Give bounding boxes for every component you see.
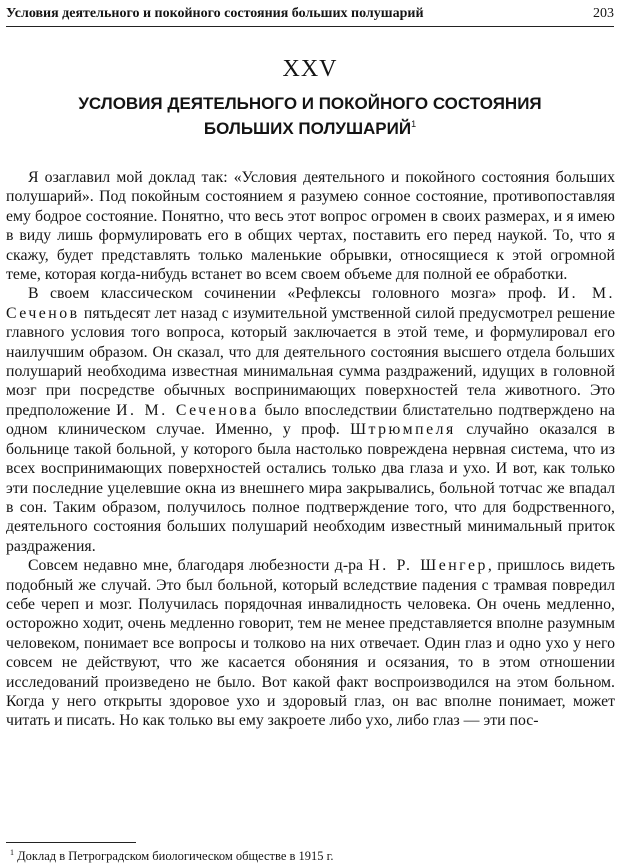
header-rule — [6, 26, 614, 27]
p3-segment-b: , пришлось видеть подобный же случай. Это был больной, который вследствие падения с трамвая повредил себе череп и мозг. Получилась порядочная инвалидность человека. Он очень медленно, осторожно ходит, очень медленно говорит, тем не менее представляется вполне разумным человеком, понимает все вопросы и толково на них отвечает. Один глаз и одно ухо у него совсем не действуют, что же касается обоняния и осязания, то в этом отношении исследований произведено не было. Вот какой факт воспроизводился на этом больном. Когда у него открыты здоровое ухо и здоровый глаз, он вас вполне понимает, может читать и писать. Но как только вы ему закроете либо ухо, либо глаз — эти пос- — [6, 557, 615, 730]
p3-segment-a: Совсем недавно мне, благодаря любезности д-ра — [28, 557, 369, 575]
p2-segment-d: случайно оказался в больнице такой больной, у которого была настолько повреждена нервная система, что из всех воспринимающих поверхностей остались только два глаза и ухо. И вот, как только эти последние уцелевшие окна из внешнего мира закрывались, больной тотчас же впадал в сон. Таким образом, получилось полное подтверждение того, что для бодрственного, деятельного состояния больших полушарий необходим известный минимальный приток раздражения. — [6, 421, 615, 555]
chapter-number: XXV — [282, 56, 338, 82]
chapter-title — [40, 93, 580, 139]
footnote-text: Доклад в Петроградском биологическом обществе в 1915 г. — [17, 849, 334, 863]
chapter-title-line-2 — [40, 114, 580, 139]
footnote-rule — [6, 842, 136, 843]
footnote — [10, 845, 610, 864]
chapter-title-line-1: УСЛОВИЯ ДЕЯТЕЛЬНОГО И ПОКОЙНОГО СОСТОЯНИЯ — [78, 94, 542, 113]
body-text — [6, 168, 615, 731]
person-name-shenger: Н. Р. Шенгер — [368, 557, 488, 575]
paragraph-1: Я озаглавил мой доклад так: «Условия деятельного и покойного состояния больших полушарий». Под покойным состоянием я разумею сонное состояние, противопоставляя ему бодрое состояние. Понятно, что весь этот вопрос огромен в своих размерах, и я имею в виду лишь формулировать его в общих чертах, поставить его перед наукой. То, что я скажу, будет представлять только маленькие обрывки, относящиеся к этой огромной теме, которая когда-нибудь встанет во всем своем объеме для полной ее обработки. — [6, 169, 615, 284]
p2-segment-b: пятьдесят лет назад с изумительной умственной силой предусмотрел решение главного условия того вопроса, который заключается в этой теме, и формулировал его наилучшим образом. Он сказал, что для деятельного состояния высшего отдела больших полушарий необходима известная минимальная сумма раздражений, идущих в головной мозг при посредстве обычных воспринимающих поверхностей тела животного. Это предположение — [6, 304, 615, 419]
chapter-footnote-mark: 1 — [411, 119, 417, 129]
chapter-title-line-2-text: БОЛЬШИХ ПОЛУШАРИЙ — [203, 119, 412, 138]
paragraph-2 — [6, 284, 615, 556]
p2-segment-a: В своем классическом сочинении «Рефлексы головного мозга» проф. — [28, 285, 558, 303]
running-header — [6, 4, 614, 24]
paragraph-3 — [6, 556, 615, 731]
footnote-mark: 1 — [10, 848, 14, 857]
person-name-sechenov: И. М. Сеченов — [6, 285, 615, 322]
page-number: 203 — [593, 6, 614, 21]
running-title: Условия деятельного и покойного состояния больших полушарий — [6, 6, 424, 21]
p2-segment-c: было впоследствии блистательно подтверждено на одном клиническом случае. Именно, у проф. — [6, 401, 616, 439]
person-name-strumpel: Штрюмпеля — [350, 421, 456, 439]
person-name-sechenova: И. М. Сеченова — [116, 401, 259, 419]
